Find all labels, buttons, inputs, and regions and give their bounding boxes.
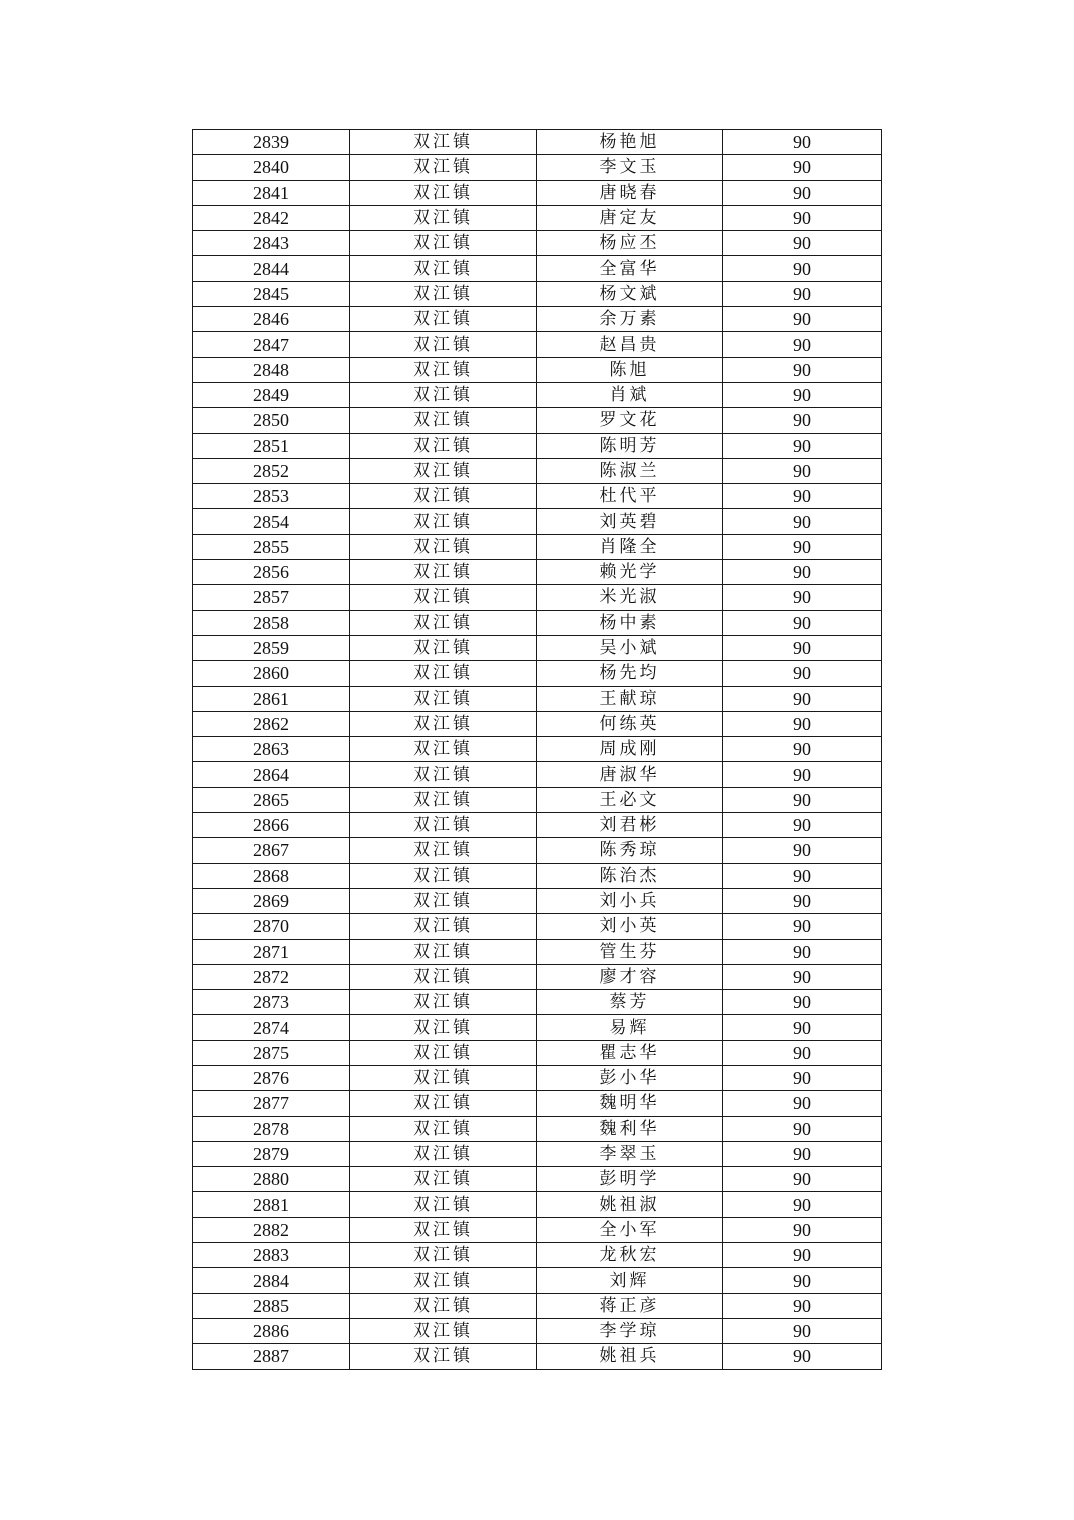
amount-cell: 90 bbox=[723, 1344, 882, 1369]
table-row bbox=[193, 964, 882, 989]
roster-table-body bbox=[193, 130, 882, 1370]
town-cell: 双江镇 bbox=[350, 1091, 537, 1116]
amount-cell: 90 bbox=[723, 964, 882, 989]
table-row bbox=[193, 1268, 882, 1293]
name-cell: 陈淑兰 bbox=[537, 458, 723, 483]
amount-cell: 90 bbox=[723, 863, 882, 888]
town-cell: 双江镇 bbox=[350, 1293, 537, 1318]
name-cell: 杜代平 bbox=[537, 484, 723, 509]
amount-cell: 90 bbox=[723, 1065, 882, 1090]
table-row bbox=[193, 155, 882, 180]
amount-cell: 90 bbox=[723, 1141, 882, 1166]
table-row bbox=[193, 458, 882, 483]
amount-cell: 90 bbox=[723, 1268, 882, 1293]
row-number-cell: 2885 bbox=[193, 1293, 350, 1318]
amount-cell: 90 bbox=[723, 560, 882, 585]
town-cell: 双江镇 bbox=[350, 964, 537, 989]
town-cell: 双江镇 bbox=[350, 408, 537, 433]
table-row bbox=[193, 484, 882, 509]
town-cell: 双江镇 bbox=[350, 711, 537, 736]
name-cell: 刘君彬 bbox=[537, 813, 723, 838]
name-cell: 魏利华 bbox=[537, 1116, 723, 1141]
row-number-cell: 2858 bbox=[193, 610, 350, 635]
name-cell: 易辉 bbox=[537, 1015, 723, 1040]
town-cell: 双江镇 bbox=[350, 180, 537, 205]
row-number-cell: 2841 bbox=[193, 180, 350, 205]
row-number-cell: 2873 bbox=[193, 990, 350, 1015]
table-row bbox=[193, 585, 882, 610]
name-cell: 杨先均 bbox=[537, 661, 723, 686]
table-row bbox=[193, 813, 882, 838]
name-cell: 蒋正彦 bbox=[537, 1293, 723, 1318]
amount-cell: 90 bbox=[723, 433, 882, 458]
name-cell: 瞿志华 bbox=[537, 1040, 723, 1065]
name-cell: 彭小华 bbox=[537, 1065, 723, 1090]
table-row bbox=[193, 534, 882, 559]
row-number-cell: 2846 bbox=[193, 307, 350, 332]
name-cell: 米光淑 bbox=[537, 585, 723, 610]
table-row bbox=[193, 990, 882, 1015]
town-cell: 双江镇 bbox=[350, 484, 537, 509]
row-number-cell: 2877 bbox=[193, 1091, 350, 1116]
table-row bbox=[193, 610, 882, 635]
amount-cell: 90 bbox=[723, 635, 882, 660]
amount-cell: 90 bbox=[723, 205, 882, 230]
row-number-cell: 2865 bbox=[193, 787, 350, 812]
name-cell: 杨文斌 bbox=[537, 281, 723, 306]
row-number-cell: 2875 bbox=[193, 1040, 350, 1065]
row-number-cell: 2849 bbox=[193, 382, 350, 407]
amount-cell: 90 bbox=[723, 990, 882, 1015]
row-number-cell: 2843 bbox=[193, 231, 350, 256]
table-row bbox=[193, 661, 882, 686]
town-cell: 双江镇 bbox=[350, 635, 537, 660]
amount-cell: 90 bbox=[723, 1116, 882, 1141]
row-number-cell: 2857 bbox=[193, 585, 350, 610]
name-cell: 刘小英 bbox=[537, 914, 723, 939]
table-row bbox=[193, 281, 882, 306]
amount-cell: 90 bbox=[723, 1318, 882, 1343]
amount-cell: 90 bbox=[723, 382, 882, 407]
name-cell: 姚祖淑 bbox=[537, 1192, 723, 1217]
name-cell: 王献琼 bbox=[537, 686, 723, 711]
table-row bbox=[193, 433, 882, 458]
amount-cell: 90 bbox=[723, 661, 882, 686]
town-cell: 双江镇 bbox=[350, 1015, 537, 1040]
table-row bbox=[193, 711, 882, 736]
row-number-cell: 2853 bbox=[193, 484, 350, 509]
town-cell: 双江镇 bbox=[350, 382, 537, 407]
row-number-cell: 2867 bbox=[193, 838, 350, 863]
name-cell: 周成刚 bbox=[537, 737, 723, 762]
row-number-cell: 2842 bbox=[193, 205, 350, 230]
amount-cell: 90 bbox=[723, 610, 882, 635]
table-row bbox=[193, 1091, 882, 1116]
table-row bbox=[193, 1015, 882, 1040]
amount-cell: 90 bbox=[723, 1243, 882, 1268]
table-row bbox=[193, 130, 882, 155]
name-cell: 廖才容 bbox=[537, 964, 723, 989]
name-cell: 王必文 bbox=[537, 787, 723, 812]
row-number-cell: 2861 bbox=[193, 686, 350, 711]
amount-cell: 90 bbox=[723, 231, 882, 256]
town-cell: 双江镇 bbox=[350, 534, 537, 559]
amount-cell: 90 bbox=[723, 1015, 882, 1040]
name-cell: 赖光学 bbox=[537, 560, 723, 585]
row-number-cell: 2886 bbox=[193, 1318, 350, 1343]
amount-cell: 90 bbox=[723, 256, 882, 281]
amount-cell: 90 bbox=[723, 1293, 882, 1318]
name-cell: 李学琼 bbox=[537, 1318, 723, 1343]
amount-cell: 90 bbox=[723, 509, 882, 534]
town-cell: 双江镇 bbox=[350, 737, 537, 762]
town-cell: 双江镇 bbox=[350, 863, 537, 888]
amount-cell: 90 bbox=[723, 1217, 882, 1242]
town-cell: 双江镇 bbox=[350, 155, 537, 180]
town-cell: 双江镇 bbox=[350, 509, 537, 534]
town-cell: 双江镇 bbox=[350, 1217, 537, 1242]
name-cell: 全富华 bbox=[537, 256, 723, 281]
name-cell: 刘英碧 bbox=[537, 509, 723, 534]
name-cell: 姚祖兵 bbox=[537, 1344, 723, 1369]
name-cell: 刘小兵 bbox=[537, 888, 723, 913]
town-cell: 双江镇 bbox=[350, 838, 537, 863]
row-number-cell: 2840 bbox=[193, 155, 350, 180]
amount-cell: 90 bbox=[723, 155, 882, 180]
town-cell: 双江镇 bbox=[350, 307, 537, 332]
roster-table bbox=[192, 129, 882, 1370]
amount-cell: 90 bbox=[723, 1091, 882, 1116]
row-number-cell: 2863 bbox=[193, 737, 350, 762]
name-cell: 唐淑华 bbox=[537, 762, 723, 787]
row-number-cell: 2887 bbox=[193, 1344, 350, 1369]
table-row bbox=[193, 180, 882, 205]
row-number-cell: 2874 bbox=[193, 1015, 350, 1040]
amount-cell: 90 bbox=[723, 1192, 882, 1217]
amount-cell: 90 bbox=[723, 914, 882, 939]
town-cell: 双江镇 bbox=[350, 1040, 537, 1065]
row-number-cell: 2882 bbox=[193, 1217, 350, 1242]
table-row bbox=[193, 1344, 882, 1369]
name-cell: 杨中素 bbox=[537, 610, 723, 635]
row-number-cell: 2855 bbox=[193, 534, 350, 559]
amount-cell: 90 bbox=[723, 534, 882, 559]
town-cell: 双江镇 bbox=[350, 1243, 537, 1268]
amount-cell: 90 bbox=[723, 888, 882, 913]
name-cell: 刘辉 bbox=[537, 1268, 723, 1293]
table-row bbox=[193, 509, 882, 534]
table-row bbox=[193, 686, 882, 711]
name-cell: 李文玉 bbox=[537, 155, 723, 180]
town-cell: 双江镇 bbox=[350, 560, 537, 585]
row-number-cell: 2848 bbox=[193, 357, 350, 382]
row-number-cell: 2883 bbox=[193, 1243, 350, 1268]
amount-cell: 90 bbox=[723, 281, 882, 306]
name-cell: 龙秋宏 bbox=[537, 1243, 723, 1268]
table-row bbox=[193, 1318, 882, 1343]
amount-cell: 90 bbox=[723, 711, 882, 736]
town-cell: 双江镇 bbox=[350, 332, 537, 357]
row-number-cell: 2845 bbox=[193, 281, 350, 306]
table-row bbox=[193, 307, 882, 332]
table-row bbox=[193, 205, 882, 230]
row-number-cell: 2844 bbox=[193, 256, 350, 281]
table-row bbox=[193, 1217, 882, 1242]
amount-cell: 90 bbox=[723, 787, 882, 812]
town-cell: 双江镇 bbox=[350, 1167, 537, 1192]
town-cell: 双江镇 bbox=[350, 433, 537, 458]
name-cell: 杨艳旭 bbox=[537, 130, 723, 155]
name-cell: 唐定友 bbox=[537, 205, 723, 230]
row-number-cell: 2870 bbox=[193, 914, 350, 939]
amount-cell: 90 bbox=[723, 686, 882, 711]
table-row bbox=[193, 1243, 882, 1268]
row-number-cell: 2881 bbox=[193, 1192, 350, 1217]
town-cell: 双江镇 bbox=[350, 1268, 537, 1293]
town-cell: 双江镇 bbox=[350, 661, 537, 686]
table-row bbox=[193, 863, 882, 888]
table-row bbox=[193, 1141, 882, 1166]
town-cell: 双江镇 bbox=[350, 939, 537, 964]
row-number-cell: 2872 bbox=[193, 964, 350, 989]
name-cell: 何练英 bbox=[537, 711, 723, 736]
town-cell: 双江镇 bbox=[350, 813, 537, 838]
town-cell: 双江镇 bbox=[350, 1141, 537, 1166]
row-number-cell: 2847 bbox=[193, 332, 350, 357]
table-row bbox=[193, 408, 882, 433]
name-cell: 陈旭 bbox=[537, 357, 723, 382]
town-cell: 双江镇 bbox=[350, 990, 537, 1015]
row-number-cell: 2879 bbox=[193, 1141, 350, 1166]
amount-cell: 90 bbox=[723, 762, 882, 787]
name-cell: 肖斌 bbox=[537, 382, 723, 407]
row-number-cell: 2864 bbox=[193, 762, 350, 787]
table-row bbox=[193, 838, 882, 863]
name-cell: 魏明华 bbox=[537, 1091, 723, 1116]
amount-cell: 90 bbox=[723, 130, 882, 155]
row-number-cell: 2860 bbox=[193, 661, 350, 686]
amount-cell: 90 bbox=[723, 408, 882, 433]
table-row bbox=[193, 560, 882, 585]
table-row bbox=[193, 231, 882, 256]
row-number-cell: 2852 bbox=[193, 458, 350, 483]
row-number-cell: 2856 bbox=[193, 560, 350, 585]
table-row bbox=[193, 914, 882, 939]
town-cell: 双江镇 bbox=[350, 205, 537, 230]
table-row bbox=[193, 939, 882, 964]
row-number-cell: 2868 bbox=[193, 863, 350, 888]
table-row bbox=[193, 1167, 882, 1192]
amount-cell: 90 bbox=[723, 307, 882, 332]
row-number-cell: 2876 bbox=[193, 1065, 350, 1090]
amount-cell: 90 bbox=[723, 484, 882, 509]
amount-cell: 90 bbox=[723, 458, 882, 483]
town-cell: 双江镇 bbox=[350, 1192, 537, 1217]
name-cell: 余万素 bbox=[537, 307, 723, 332]
amount-cell: 90 bbox=[723, 737, 882, 762]
table-row bbox=[193, 1040, 882, 1065]
name-cell: 唐晓春 bbox=[537, 180, 723, 205]
table-row bbox=[193, 888, 882, 913]
row-number-cell: 2871 bbox=[193, 939, 350, 964]
town-cell: 双江镇 bbox=[350, 256, 537, 281]
table-row bbox=[193, 737, 882, 762]
table-row bbox=[193, 787, 882, 812]
amount-cell: 90 bbox=[723, 585, 882, 610]
name-cell: 管生芬 bbox=[537, 939, 723, 964]
amount-cell: 90 bbox=[723, 332, 882, 357]
amount-cell: 90 bbox=[723, 939, 882, 964]
town-cell: 双江镇 bbox=[350, 762, 537, 787]
town-cell: 双江镇 bbox=[350, 914, 537, 939]
amount-cell: 90 bbox=[723, 1167, 882, 1192]
town-cell: 双江镇 bbox=[350, 1344, 537, 1369]
town-cell: 双江镇 bbox=[350, 1065, 537, 1090]
row-number-cell: 2854 bbox=[193, 509, 350, 534]
amount-cell: 90 bbox=[723, 1040, 882, 1065]
town-cell: 双江镇 bbox=[350, 130, 537, 155]
name-cell: 罗文花 bbox=[537, 408, 723, 433]
town-cell: 双江镇 bbox=[350, 1116, 537, 1141]
amount-cell: 90 bbox=[723, 180, 882, 205]
row-number-cell: 2839 bbox=[193, 130, 350, 155]
table-row bbox=[193, 1116, 882, 1141]
town-cell: 双江镇 bbox=[350, 458, 537, 483]
name-cell: 陈明芳 bbox=[537, 433, 723, 458]
row-number-cell: 2880 bbox=[193, 1167, 350, 1192]
row-number-cell: 2866 bbox=[193, 813, 350, 838]
row-number-cell: 2859 bbox=[193, 635, 350, 660]
town-cell: 双江镇 bbox=[350, 610, 537, 635]
town-cell: 双江镇 bbox=[350, 357, 537, 382]
name-cell: 赵昌贵 bbox=[537, 332, 723, 357]
town-cell: 双江镇 bbox=[350, 686, 537, 711]
table-row bbox=[193, 635, 882, 660]
table-row bbox=[193, 1293, 882, 1318]
row-number-cell: 2884 bbox=[193, 1268, 350, 1293]
town-cell: 双江镇 bbox=[350, 1318, 537, 1343]
table-row bbox=[193, 382, 882, 407]
table-row bbox=[193, 1065, 882, 1090]
name-cell: 蔡芳 bbox=[537, 990, 723, 1015]
town-cell: 双江镇 bbox=[350, 787, 537, 812]
name-cell: 吴小斌 bbox=[537, 635, 723, 660]
row-number-cell: 2878 bbox=[193, 1116, 350, 1141]
name-cell: 全小军 bbox=[537, 1217, 723, 1242]
table-row bbox=[193, 762, 882, 787]
row-number-cell: 2862 bbox=[193, 711, 350, 736]
row-number-cell: 2851 bbox=[193, 433, 350, 458]
name-cell: 彭明学 bbox=[537, 1167, 723, 1192]
row-number-cell: 2869 bbox=[193, 888, 350, 913]
town-cell: 双江镇 bbox=[350, 281, 537, 306]
row-number-cell: 2850 bbox=[193, 408, 350, 433]
table-row bbox=[193, 1192, 882, 1217]
table-row bbox=[193, 357, 882, 382]
name-cell: 陈秀琼 bbox=[537, 838, 723, 863]
name-cell: 肖隆全 bbox=[537, 534, 723, 559]
table-row bbox=[193, 256, 882, 281]
amount-cell: 90 bbox=[723, 357, 882, 382]
name-cell: 杨应丕 bbox=[537, 231, 723, 256]
table-row bbox=[193, 332, 882, 357]
name-cell: 陈治杰 bbox=[537, 863, 723, 888]
town-cell: 双江镇 bbox=[350, 888, 537, 913]
amount-cell: 90 bbox=[723, 813, 882, 838]
name-cell: 李翠玉 bbox=[537, 1141, 723, 1166]
town-cell: 双江镇 bbox=[350, 585, 537, 610]
town-cell: 双江镇 bbox=[350, 231, 537, 256]
amount-cell: 90 bbox=[723, 838, 882, 863]
